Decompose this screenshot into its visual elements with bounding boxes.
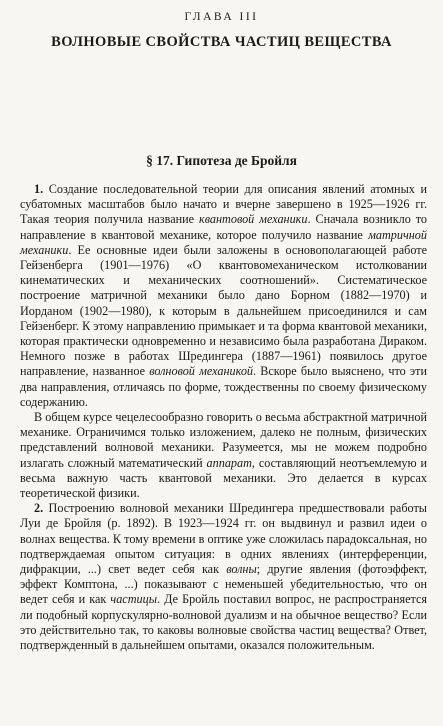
- section-heading: § 17. Гипотеза де Бройля: [146, 153, 297, 168]
- paragraph-number: 2.: [34, 501, 44, 516]
- text-run: В общем курсе чецелесообразно говорить о весьма абстрактной матричной механике. Ограничимся только изложением, далеко не полным, физических представлений волновой механики. Разумеется, мы не можем подробно излагать сложный математический: [20, 410, 427, 470]
- emphasis-term: аппарат: [206, 455, 252, 470]
- text-run: , составляющий неотъемлемую и весьма важную часть квантовой механики. Это делается в курсах теоретической физики.: [20, 455, 427, 501]
- text-run: . Вскоре было выяснено, что эти два направления, отличаясь по форме, тождественны по своему физическому содержанию.: [20, 364, 428, 409]
- emphasis-term: волны: [226, 562, 257, 577]
- paragraph: [20, 501, 427, 653]
- paragraph: [20, 182, 427, 410]
- emphasis-term: волновой механикой: [149, 364, 254, 379]
- emphasis-term: матричной механики: [20, 227, 427, 257]
- text-run: . Сначала возникло то направление в квантовой механике, которое получило название: [20, 212, 427, 242]
- paragraph: [20, 410, 427, 501]
- text-run: . Ее основные идеи были заложены в основополагающей работе Гейзенберга (1901—1976) «О квантовомеханическом истолковании кинематических и механических соотношений». Систематическое построение матричной механики было дано Борном (1882—1970) и Иорданом (1902—1980), к которым в дальнейшем присоединился и сам Гейзенберг. К этому направлению примыкает и та форма квантовой механики, которая практически одновременно и независимо была разработана Дираком. Немного позже в работах Шредингера (1887—1961) появилось другое направление, названное: [20, 242, 427, 379]
- emphasis-term: частицы: [110, 592, 157, 607]
- paragraph-number: 1.: [34, 182, 44, 196]
- text-run: Построению волновой механики Шредингера предшествовали работы Луи де Бройля (р. 1892). В 1923—1924 гг. он выдвинул и развил идеи о волнах вещества. К тому времени в оптике уже сложилась парадоксальная, но подтверждаемая опытом ситуация: в одних явлениях (интерференции, дифракции, ...) свет ведет себя как: [20, 501, 427, 577]
- chapter-title: ВОЛНОВЫЕ СВОЙСТВА ЧАСТИЦ ВЕЩЕСТВА: [51, 34, 392, 50]
- text-run: Создание последовательной теории для описания явлений атомных и субатомных масштабов было начато и вчерне завершено в 1925—1926 гг. Такая теория получила название: [20, 182, 427, 227]
- body-text: [20, 182, 427, 653]
- text-run: ; другие явления (фотоэффект, эффект Комптона, ...) показывают с неменьшей убедительностью, что он ведет себя и как: [20, 562, 427, 607]
- chapter-label: ГЛАВА III: [184, 11, 259, 23]
- emphasis-term: квантовой механики: [199, 212, 308, 227]
- text-run: . Де Бройль поставил вопрос, не распространяется ли подобный корпускулярно-волновой дуализм и на обычное вещество? Если это действительно так, то каковы волновые свойства частиц вещества? Ответ, подтвержденный в дальнейшем опытами, оказался положительным.: [20, 592, 427, 653]
